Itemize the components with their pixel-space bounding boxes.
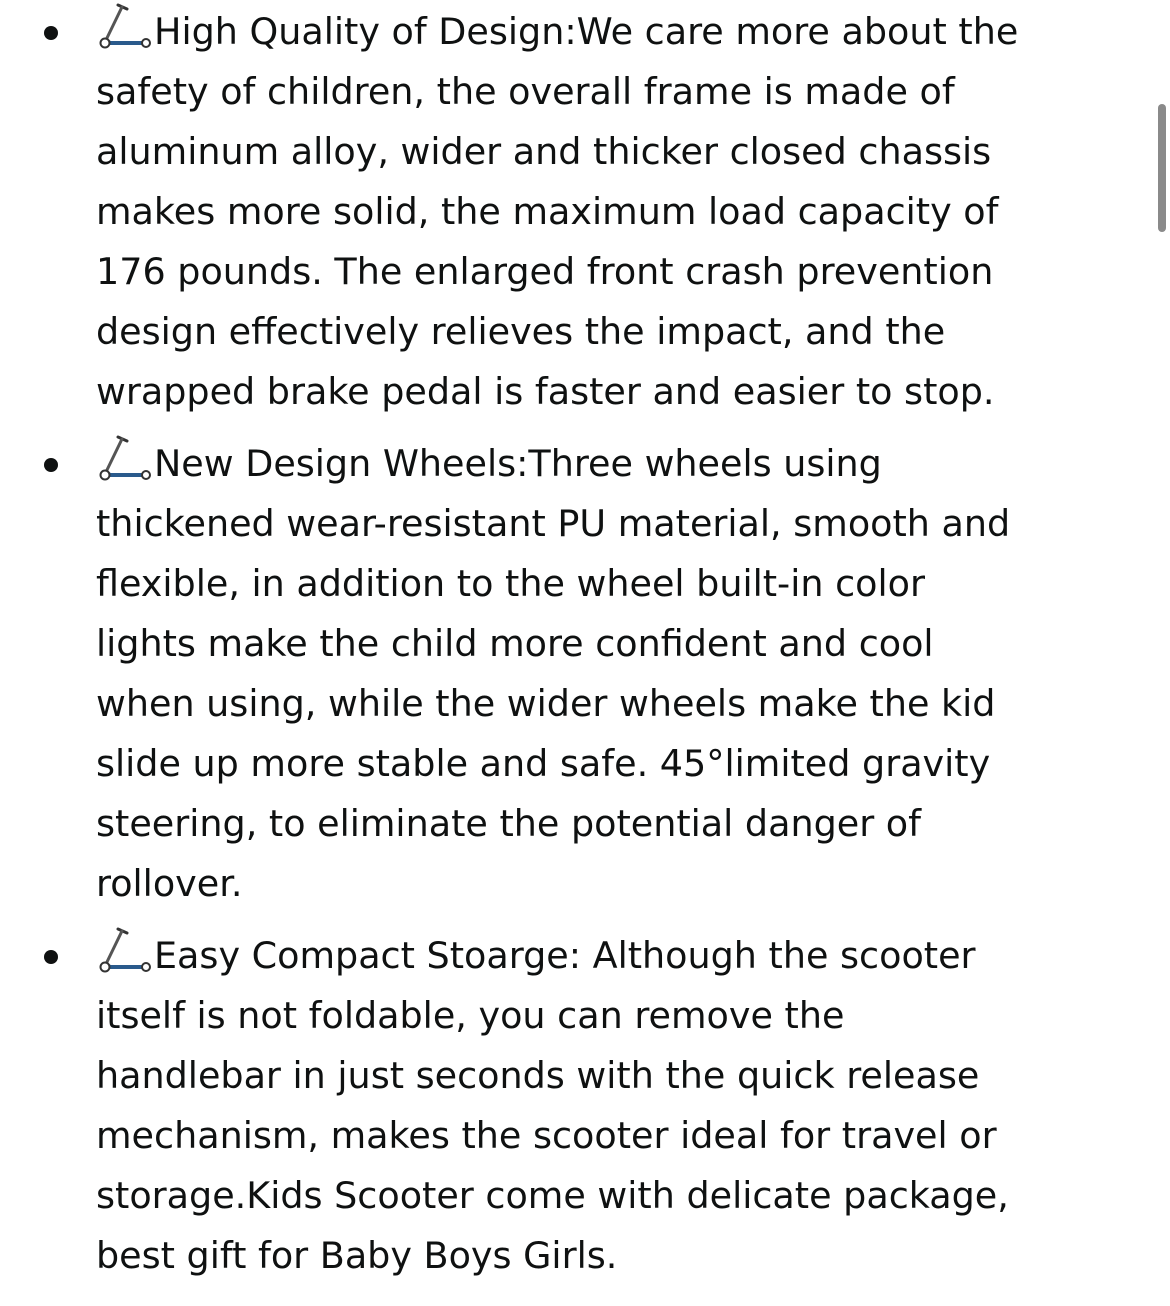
bullet-line: steering, to eliminate the potential danger of bbox=[96, 802, 921, 845]
bullet-line: lights make the child more confident and cool bbox=[96, 622, 934, 665]
kick-scooter-icon bbox=[96, 434, 154, 482]
bullet-line: when using, while the wider wheels make the kid bbox=[96, 682, 996, 725]
bullet-line: 176 pounds. The enlarged front crash prevention bbox=[96, 250, 994, 293]
bullet-line: thickened wear-resistant PU material, smooth and bbox=[96, 502, 1011, 545]
bullet-line: design effectively relieves the impact, and the bbox=[96, 310, 946, 353]
kick-scooter-icon bbox=[96, 2, 154, 50]
bullet-line: storage.Kids Scooter come with delicate package, bbox=[96, 1174, 1009, 1217]
kick-scooter-icon bbox=[96, 926, 154, 974]
bullet-line-text: New Design Wheels:Three wheels using bbox=[154, 442, 882, 485]
feature-bullet-text bbox=[96, 926, 1136, 1286]
bullet-line-text: Easy Compact Stoarge: Although the scooter bbox=[154, 934, 976, 977]
bullet-line: slide up more stable and safe. 45°limited gravity bbox=[96, 742, 991, 785]
feature-bullet-text bbox=[96, 434, 1136, 914]
bullet-line bbox=[96, 434, 1136, 494]
bullet-dot bbox=[44, 950, 58, 964]
bullet-dot bbox=[44, 458, 58, 472]
bullet-line: mechanism, makes the scooter ideal for travel or bbox=[96, 1114, 997, 1157]
bullet-line bbox=[96, 2, 1136, 62]
feature-bullet-text bbox=[96, 2, 1136, 422]
bullet-line: makes more solid, the maximum load capacity of bbox=[96, 190, 999, 233]
bullet-line: handlebar in just seconds with the quick release bbox=[96, 1054, 980, 1097]
bullet-line: aluminum alloy, wider and thicker closed chassis bbox=[96, 130, 992, 173]
bullet-line: flexible, in addition to the wheel built-in color bbox=[96, 562, 925, 605]
bullet-line: best gift for Baby Boys Girls. bbox=[96, 1234, 618, 1277]
bullet-line: wrapped brake pedal is faster and easier to stop. bbox=[96, 370, 995, 413]
bullet-dot bbox=[44, 26, 58, 40]
vertical-scrollbar[interactable] bbox=[1158, 104, 1166, 232]
bullet-line: safety of children, the overall frame is made of bbox=[96, 70, 955, 113]
bullet-line: rollover. bbox=[96, 862, 243, 905]
bullet-line-text: High Quality of Design:We care more about the bbox=[154, 10, 1019, 53]
bullet-line: itself is not foldable, you can remove the bbox=[96, 994, 845, 1037]
bullet-line bbox=[96, 926, 1136, 986]
